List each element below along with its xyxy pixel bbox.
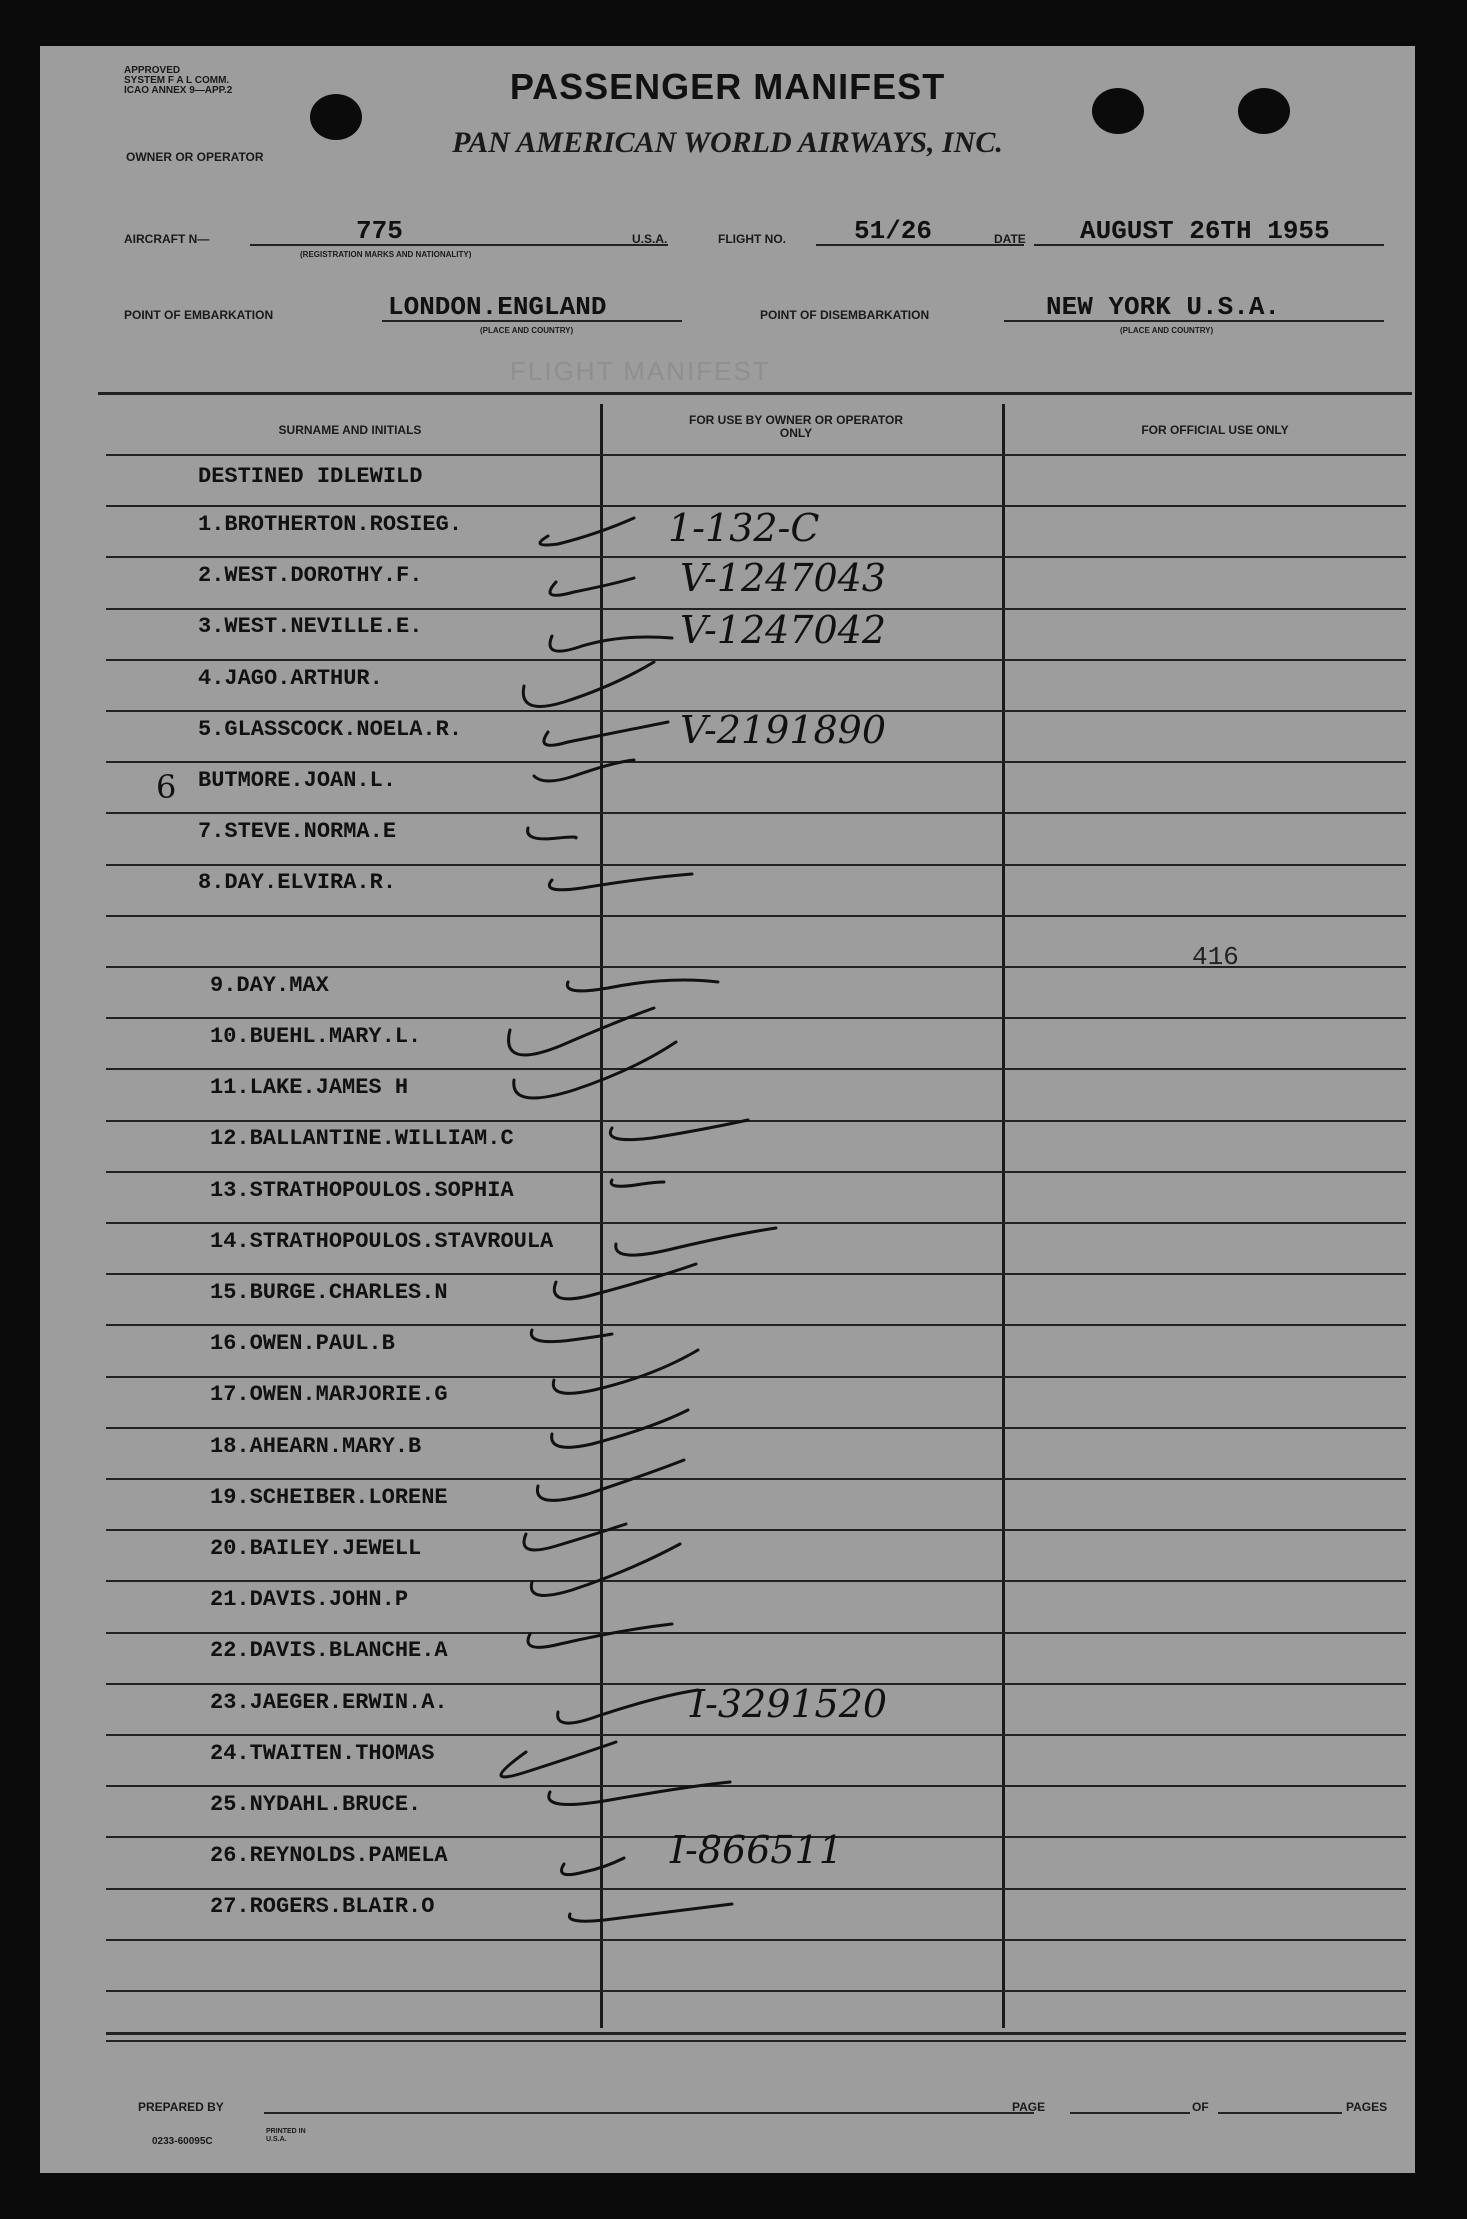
- handwritten-number: V-2191890: [680, 708, 887, 752]
- passenger-row: 8.DAY.ELVIRA.R.: [198, 870, 397, 896]
- page-label: PAGE: [1012, 2100, 1046, 2114]
- passenger-row: 20.BAILEY.JEWELL: [210, 1536, 422, 1561]
- check-mark: [540, 518, 634, 545]
- passenger-row: 5.GLASSCOCK.NOELA.R.: [198, 716, 463, 742]
- check-mark: [528, 1624, 672, 1647]
- passenger-row: 27.ROGERS.BLAIR.O: [210, 1894, 435, 1920]
- check-mark: [610, 1120, 748, 1140]
- check-mark: [554, 1264, 696, 1299]
- disembark-value: NEW YORK U.S.A.: [1046, 292, 1281, 322]
- passenger-row: 19.SCHEIBER.LORENE: [210, 1484, 448, 1510]
- passenger-row: 18.AHEARN.MARY.B: [210, 1433, 422, 1459]
- passenger-row: 21.DAVIS.JOHN.P: [210, 1587, 409, 1613]
- check-mark: [552, 1410, 688, 1447]
- check-mark: [528, 828, 577, 839]
- page-underline: [1070, 2112, 1190, 2114]
- passenger-row: 4.JAGO.ARTHUR.: [198, 665, 383, 691]
- passenger-row: 12.BALLANTINE.WILLIAM.C: [210, 1126, 514, 1152]
- check-mark: [534, 760, 634, 781]
- passenger-row: BUTMORE.JOAN.L.: [198, 768, 397, 793]
- destination-label: DESTINED IDLEWILD: [198, 464, 423, 489]
- check-mark: [616, 1228, 776, 1255]
- check-mark: [509, 1008, 654, 1055]
- col-header-official: FOR OFFICIAL USE ONLY: [1141, 423, 1289, 437]
- airline-name: PAN AMERICAN WORLD AIRWAYS, INC.: [452, 126, 1003, 159]
- check-mark: [549, 1782, 730, 1805]
- official-number: 416: [1192, 942, 1239, 972]
- passenger-row: 3.WEST.NEVILLE.E.: [198, 614, 423, 640]
- passenger-row: 2.WEST.DOROTHY.F.: [198, 563, 423, 589]
- embark-value: LONDON.ENGLAND: [388, 292, 607, 322]
- passenger-row: 10.BUEHL.MARY.L.: [210, 1024, 422, 1049]
- check-mark: [524, 1524, 626, 1550]
- handwritten-number: V-1247042: [680, 608, 887, 652]
- check-mark: [562, 1858, 625, 1875]
- passenger-row: 23.JAEGER.ERWIN.A.: [210, 1689, 448, 1715]
- check-mark: [550, 636, 672, 651]
- check-marks: [40, 46, 1415, 2173]
- passenger-row: 26.REYNOLDS.PAMELA: [210, 1843, 448, 1869]
- check-mark: [558, 1690, 698, 1723]
- aircraft-value: 775: [356, 216, 403, 246]
- passenger-row: 13.STRATHOPOULOS.SOPHIA: [210, 1177, 514, 1203]
- aircraft-label: AIRCRAFT N—: [124, 232, 210, 246]
- handwritten-number: I-3291520: [690, 1682, 888, 1726]
- check-mark: [569, 1904, 732, 1921]
- handwritten-row-number: 6: [156, 768, 177, 806]
- check-mark: [544, 722, 668, 745]
- check-mark: [567, 980, 718, 991]
- passenger-row: 25.NYDAHL.BRUCE.: [210, 1792, 422, 1817]
- passenger-row: 17.OWEN.MARJORIE.G: [210, 1382, 448, 1408]
- faint-stamp: FLIGHT MANIFEST: [510, 356, 771, 386]
- check-mark: [523, 662, 654, 706]
- check-mark: [611, 1180, 664, 1186]
- disembark-sublabel: (PLACE AND COUNTRY): [1120, 326, 1214, 335]
- check-mark: [537, 1460, 684, 1500]
- flight-label: FLIGHT NO.: [718, 232, 786, 246]
- passenger-row: 16.OWEN.PAUL.B: [210, 1331, 395, 1357]
- prepared-by-underline: [264, 2112, 1034, 2114]
- manifest-sheet: [40, 46, 1415, 2173]
- approval-stamp: APPROVED SYSTEM F A L COMM. ICAO ANNEX 9—APP.2: [124, 65, 233, 96]
- passenger-row: 1.BROTHERTON.ROSIEG.: [198, 512, 463, 537]
- passenger-row: 9.DAY.MAX: [210, 972, 329, 998]
- col-header-surname: SURNAME AND INITIALS: [278, 423, 422, 437]
- passenger-row: 7.STEVE.NORMA.E: [198, 819, 397, 845]
- printed-mark: PRINTED IN U.S.A.: [266, 2128, 306, 2143]
- pages-label: PAGES: [1346, 2100, 1388, 2114]
- passenger-row: 11.LAKE.JAMES H: [210, 1075, 409, 1101]
- handwritten-number: I-866511: [670, 1828, 843, 1872]
- embark-sublabel: (PLACE AND COUNTRY): [480, 326, 574, 335]
- of-label: OF: [1192, 2100, 1209, 2114]
- check-mark: [553, 1350, 698, 1393]
- check-mark: [550, 578, 634, 595]
- col-header-owner: FOR USE BY OWNER OR OPERATOR ONLY: [688, 413, 904, 440]
- check-mark: [531, 1544, 680, 1595]
- handwritten-number: 1-132-C: [668, 506, 820, 550]
- passenger-row: 22.DAVIS.BLANCHE.A: [210, 1638, 448, 1664]
- embark-label: POINT OF EMBARKATION: [124, 308, 274, 322]
- flight-value: 51/26: [854, 216, 933, 246]
- passenger-row: 24.TWAITEN.THOMAS: [210, 1740, 435, 1766]
- check-mark: [549, 874, 692, 890]
- page-title: PASSENGER MANIFEST: [509, 66, 946, 107]
- check-mark: [514, 1042, 676, 1098]
- aircraft-sublabel: (REGISTRATION MARKS AND NATIONALITY): [300, 250, 472, 259]
- usa-label: U.S.A.: [632, 232, 668, 246]
- form-number: 0233-60095C: [152, 2136, 213, 2147]
- date-label: DATE: [994, 232, 1026, 246]
- passenger-row: 14.STRATHOPOULOS.STAVROULA: [210, 1228, 554, 1254]
- handwritten-number: V-1247043: [680, 556, 887, 600]
- check-mark: [501, 1742, 616, 1777]
- prepared-by-label: PREPARED BY: [138, 2100, 224, 2114]
- date-value: AUGUST 26TH 1955: [1080, 216, 1330, 246]
- check-mark: [531, 1330, 612, 1342]
- disembark-label: POINT OF DISEMBARKATION: [760, 308, 930, 322]
- owner-label: OWNER OR OPERATOR: [126, 150, 264, 164]
- of-underline: [1218, 2112, 1342, 2114]
- passenger-row: 15.BURGE.CHARLES.N: [210, 1280, 448, 1305]
